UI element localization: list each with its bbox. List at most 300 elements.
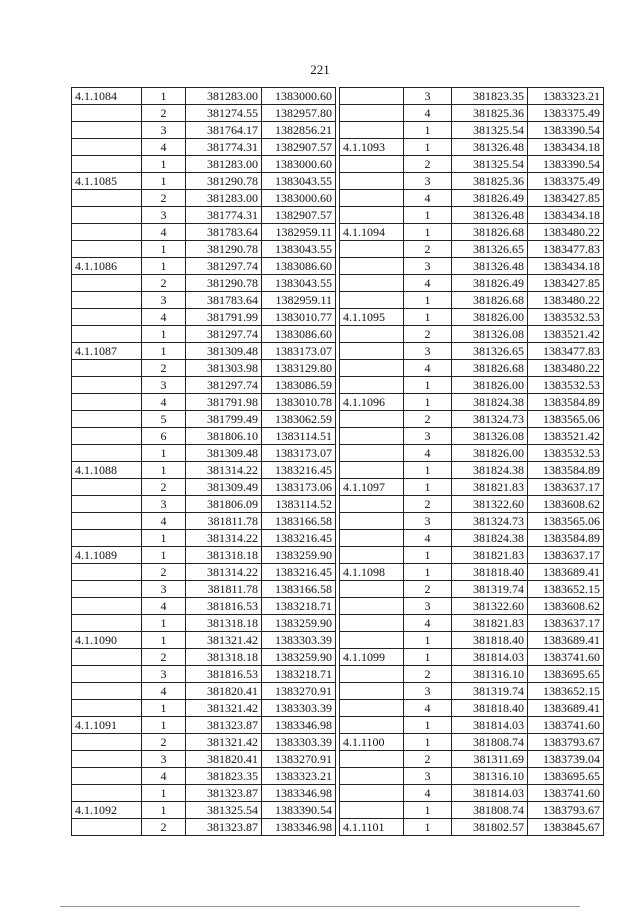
plot-id-cell [72, 156, 142, 173]
point-number-cell: 3 [404, 88, 452, 105]
table-row [72, 683, 336, 700]
y-coordinate-cell: 1383532.53 [528, 309, 604, 326]
x-coordinate-cell: 381783.64 [186, 224, 262, 241]
y-coordinate-cell: 1383043.55 [262, 275, 336, 292]
y-coordinate-cell: 1383259.90 [262, 649, 336, 666]
table-row [340, 632, 604, 649]
x-coordinate-cell: 381814.03 [452, 649, 528, 666]
plot-id-cell: 4.1.1094 [340, 224, 404, 241]
x-coordinate-cell: 381319.74 [452, 581, 528, 598]
table-row [340, 173, 604, 190]
x-coordinate-cell: 381826.49 [452, 190, 528, 207]
table-row [340, 377, 604, 394]
bottom-rule [60, 906, 580, 907]
point-number-cell: 1 [404, 547, 452, 564]
table-row [72, 547, 336, 564]
x-coordinate-cell: 381808.74 [452, 802, 528, 819]
y-coordinate-cell: 1383000.60 [262, 156, 336, 173]
x-coordinate-cell: 381326.08 [452, 428, 528, 445]
x-coordinate-cell: 381322.60 [452, 598, 528, 615]
plot-id-cell [72, 326, 142, 343]
table-row [340, 190, 604, 207]
table-row [340, 88, 604, 105]
plot-id-cell [72, 683, 142, 700]
x-coordinate-cell: 381826.68 [452, 292, 528, 309]
point-number-cell: 2 [404, 496, 452, 513]
table-row [72, 326, 336, 343]
x-coordinate-cell: 381290.78 [186, 173, 262, 190]
table-row [340, 683, 604, 700]
plot-id-cell: 4.1.1100 [340, 734, 404, 751]
y-coordinate-cell: 1383532.53 [528, 445, 604, 462]
table-row [340, 258, 604, 275]
table-row [340, 428, 604, 445]
y-coordinate-cell: 1382907.57 [262, 139, 336, 156]
x-coordinate-cell: 381326.65 [452, 343, 528, 360]
x-coordinate-cell: 381791.98 [186, 394, 262, 411]
y-coordinate-cell: 1383086.59 [262, 377, 336, 394]
plot-id-cell [340, 547, 404, 564]
y-coordinate-cell: 1382959.11 [262, 292, 336, 309]
plot-id-cell [72, 479, 142, 496]
y-coordinate-cell: 1383173.07 [262, 445, 336, 462]
plot-id-cell [340, 292, 404, 309]
x-coordinate-cell: 381314.22 [186, 530, 262, 547]
coordinates-table-left [71, 87, 336, 836]
y-coordinate-cell: 1383477.83 [528, 343, 604, 360]
point-number-cell: 2 [404, 411, 452, 428]
point-number-cell: 2 [404, 156, 452, 173]
plot-id-cell [72, 819, 142, 836]
y-coordinate-cell: 1383434.18 [528, 207, 604, 224]
y-coordinate-cell: 1383427.85 [528, 275, 604, 292]
table-row [340, 598, 604, 615]
y-coordinate-cell: 1383346.98 [262, 785, 336, 802]
point-number-cell: 1 [404, 207, 452, 224]
point-number-cell: 3 [404, 258, 452, 275]
y-coordinate-cell: 1383000.60 [262, 190, 336, 207]
y-coordinate-cell: 1383434.18 [528, 139, 604, 156]
x-coordinate-cell: 381824.38 [452, 462, 528, 479]
plot-id-cell [340, 717, 404, 734]
y-coordinate-cell: 1383000.60 [262, 88, 336, 105]
table-row [72, 700, 336, 717]
y-coordinate-cell: 1383637.17 [528, 479, 604, 496]
table-row [340, 122, 604, 139]
plot-id-cell [72, 394, 142, 411]
table-row [72, 309, 336, 326]
y-coordinate-cell: 1383303.39 [262, 632, 336, 649]
point-number-cell: 1 [404, 632, 452, 649]
table-row [72, 394, 336, 411]
x-coordinate-cell: 381820.41 [186, 751, 262, 768]
x-coordinate-cell: 381826.00 [452, 445, 528, 462]
point-number-cell: 1 [404, 309, 452, 326]
x-coordinate-cell: 381326.48 [452, 258, 528, 275]
y-coordinate-cell: 1383010.78 [262, 394, 336, 411]
x-coordinate-cell: 381290.78 [186, 241, 262, 258]
x-coordinate-cell: 381325.54 [186, 802, 262, 819]
table-row [340, 309, 604, 326]
y-coordinate-cell: 1383608.62 [528, 496, 604, 513]
x-coordinate-cell: 381826.68 [452, 360, 528, 377]
plot-id-cell [72, 275, 142, 292]
table-row [72, 156, 336, 173]
x-coordinate-cell: 381826.00 [452, 377, 528, 394]
y-coordinate-cell: 1383689.41 [528, 564, 604, 581]
table-row [72, 377, 336, 394]
table-row [340, 360, 604, 377]
y-coordinate-cell: 1383218.71 [262, 598, 336, 615]
x-coordinate-cell: 381764.17 [186, 122, 262, 139]
x-coordinate-cell: 381325.54 [452, 156, 528, 173]
plot-id-cell [340, 258, 404, 275]
y-coordinate-cell: 1383375.49 [528, 105, 604, 122]
plot-id-cell [340, 615, 404, 632]
table-row [72, 122, 336, 139]
plot-id-cell [340, 207, 404, 224]
x-coordinate-cell: 381303.98 [186, 360, 262, 377]
point-number-cell: 4 [404, 785, 452, 802]
x-coordinate-cell: 381826.00 [452, 309, 528, 326]
y-coordinate-cell: 1383216.45 [262, 564, 336, 581]
plot-id-cell [340, 190, 404, 207]
table-row [72, 241, 336, 258]
plot-id-cell [72, 292, 142, 309]
x-coordinate-cell: 381818.40 [452, 632, 528, 649]
plot-id-cell: 4.1.1092 [72, 802, 142, 819]
table-row [72, 173, 336, 190]
point-number-cell: 4 [404, 275, 452, 292]
x-coordinate-cell: 381826.68 [452, 224, 528, 241]
table-row [72, 190, 336, 207]
y-coordinate-cell: 1383114.52 [262, 496, 336, 513]
table-row [340, 768, 604, 785]
table-row [72, 139, 336, 156]
y-coordinate-cell: 1383086.60 [262, 258, 336, 275]
table-row [340, 411, 604, 428]
x-coordinate-cell: 381324.73 [452, 513, 528, 530]
x-coordinate-cell: 381802.57 [452, 819, 528, 836]
point-number-cell: 1 [142, 700, 186, 717]
y-coordinate-cell: 1383346.98 [262, 717, 336, 734]
y-coordinate-cell: 1383270.91 [262, 683, 336, 700]
plot-id-cell [340, 598, 404, 615]
table-row [340, 581, 604, 598]
point-number-cell: 4 [404, 445, 452, 462]
x-coordinate-cell: 381274.55 [186, 105, 262, 122]
point-number-cell: 3 [404, 768, 452, 785]
y-coordinate-cell: 1383323.21 [262, 768, 336, 785]
point-number-cell: 1 [404, 122, 452, 139]
table-row [340, 547, 604, 564]
x-coordinate-cell: 381297.74 [186, 377, 262, 394]
plot-id-cell [72, 360, 142, 377]
point-number-cell: 4 [142, 683, 186, 700]
plot-id-cell: 4.1.1086 [72, 258, 142, 275]
x-coordinate-cell: 381818.40 [452, 700, 528, 717]
point-number-cell: 2 [142, 105, 186, 122]
table-row [72, 411, 336, 428]
table-row [340, 479, 604, 496]
plot-id-cell [72, 768, 142, 785]
x-coordinate-cell: 381825.36 [452, 105, 528, 122]
x-coordinate-cell: 381774.31 [186, 207, 262, 224]
plot-id-cell [72, 564, 142, 581]
x-coordinate-cell: 381799.49 [186, 411, 262, 428]
point-number-cell: 3 [142, 666, 186, 683]
y-coordinate-cell: 1383173.07 [262, 343, 336, 360]
y-coordinate-cell: 1383741.60 [528, 649, 604, 666]
x-coordinate-cell: 381314.22 [186, 564, 262, 581]
point-number-cell: 4 [142, 513, 186, 530]
point-number-cell: 1 [142, 785, 186, 802]
point-number-cell: 2 [142, 649, 186, 666]
plot-id-cell [340, 632, 404, 649]
plot-id-cell [340, 785, 404, 802]
y-coordinate-cell: 1383303.39 [262, 734, 336, 751]
plot-id-cell [340, 360, 404, 377]
plot-id-cell [72, 598, 142, 615]
y-coordinate-cell: 1383608.62 [528, 598, 604, 615]
y-coordinate-cell: 1383375.49 [528, 173, 604, 190]
point-number-cell: 2 [142, 275, 186, 292]
plot-id-cell [340, 411, 404, 428]
x-coordinate-cell: 381816.53 [186, 598, 262, 615]
x-coordinate-cell: 381290.78 [186, 275, 262, 292]
point-number-cell: 1 [142, 615, 186, 632]
x-coordinate-cell: 381814.03 [452, 717, 528, 734]
table-row [340, 666, 604, 683]
plot-id-cell [340, 513, 404, 530]
coordinates-table-right [339, 87, 604, 836]
y-coordinate-cell: 1383480.22 [528, 360, 604, 377]
point-number-cell: 1 [142, 462, 186, 479]
point-number-cell: 2 [404, 326, 452, 343]
plot-id-cell [340, 530, 404, 547]
y-coordinate-cell: 1383270.91 [262, 751, 336, 768]
plot-id-cell [72, 513, 142, 530]
table-row [340, 564, 604, 581]
y-coordinate-cell: 1383584.89 [528, 462, 604, 479]
x-coordinate-cell: 381806.09 [186, 496, 262, 513]
point-number-cell: 4 [142, 224, 186, 241]
plot-id-cell [72, 615, 142, 632]
point-number-cell: 4 [404, 530, 452, 547]
point-number-cell: 4 [404, 615, 452, 632]
point-number-cell: 1 [404, 819, 452, 836]
point-number-cell: 2 [142, 360, 186, 377]
y-coordinate-cell: 1383259.90 [262, 547, 336, 564]
y-coordinate-cell: 1383390.54 [528, 122, 604, 139]
plot-id-cell [72, 377, 142, 394]
x-coordinate-cell: 381309.48 [186, 343, 262, 360]
table-row [72, 496, 336, 513]
table-row [72, 632, 336, 649]
point-number-cell: 1 [142, 530, 186, 547]
x-coordinate-cell: 381309.49 [186, 479, 262, 496]
x-coordinate-cell: 381818.40 [452, 564, 528, 581]
x-coordinate-cell: 381326.48 [452, 139, 528, 156]
plot-id-cell [340, 445, 404, 462]
point-number-cell: 2 [404, 581, 452, 598]
y-coordinate-cell: 1383637.17 [528, 547, 604, 564]
x-coordinate-cell: 381316.10 [452, 768, 528, 785]
plot-id-cell [72, 785, 142, 802]
plot-id-cell [340, 581, 404, 598]
y-coordinate-cell: 1383741.60 [528, 717, 604, 734]
plot-id-cell [72, 700, 142, 717]
plot-id-cell: 4.1.1101 [340, 819, 404, 836]
table-row [340, 275, 604, 292]
table-row [72, 666, 336, 683]
x-coordinate-cell: 381816.53 [186, 666, 262, 683]
y-coordinate-cell: 1383434.18 [528, 258, 604, 275]
x-coordinate-cell: 381324.73 [452, 411, 528, 428]
y-coordinate-cell: 1383173.06 [262, 479, 336, 496]
y-coordinate-cell: 1383216.45 [262, 462, 336, 479]
point-number-cell: 3 [142, 751, 186, 768]
table-row [340, 649, 604, 666]
point-number-cell: 2 [142, 190, 186, 207]
y-coordinate-cell: 1383689.41 [528, 700, 604, 717]
point-number-cell: 1 [142, 445, 186, 462]
table-row [340, 530, 604, 547]
table-row [72, 717, 336, 734]
y-coordinate-cell: 1383043.55 [262, 173, 336, 190]
plot-id-cell [72, 445, 142, 462]
plot-id-cell [340, 241, 404, 258]
y-coordinate-cell: 1383652.15 [528, 683, 604, 700]
point-number-cell: 3 [142, 377, 186, 394]
table-row [340, 105, 604, 122]
point-number-cell: 4 [404, 700, 452, 717]
x-coordinate-cell: 381311.69 [452, 751, 528, 768]
y-coordinate-cell: 1383390.54 [262, 802, 336, 819]
point-number-cell: 4 [142, 309, 186, 326]
plot-id-cell: 4.1.1093 [340, 139, 404, 156]
y-coordinate-cell: 1382957.80 [262, 105, 336, 122]
plot-id-cell [72, 649, 142, 666]
plot-id-cell [72, 530, 142, 547]
plot-id-cell [72, 309, 142, 326]
plot-id-cell [340, 173, 404, 190]
point-number-cell: 1 [404, 479, 452, 496]
point-number-cell: 4 [404, 105, 452, 122]
x-coordinate-cell: 381323.87 [186, 785, 262, 802]
plot-id-cell: 4.1.1097 [340, 479, 404, 496]
y-coordinate-cell: 1383689.41 [528, 632, 604, 649]
point-number-cell: 1 [142, 717, 186, 734]
x-coordinate-cell: 381821.83 [452, 547, 528, 564]
x-coordinate-cell: 381314.22 [186, 462, 262, 479]
table-row [340, 462, 604, 479]
table-row [72, 428, 336, 445]
plot-id-cell [340, 751, 404, 768]
x-coordinate-cell: 381297.74 [186, 258, 262, 275]
x-coordinate-cell: 381321.42 [186, 734, 262, 751]
table-row [72, 479, 336, 496]
table-row [72, 564, 336, 581]
plot-id-cell [72, 105, 142, 122]
plot-id-cell [340, 275, 404, 292]
y-coordinate-cell: 1383086.60 [262, 326, 336, 343]
x-coordinate-cell: 381821.83 [452, 479, 528, 496]
y-coordinate-cell: 1382907.57 [262, 207, 336, 224]
y-coordinate-cell: 1383695.65 [528, 666, 604, 683]
plot-id-cell: 4.1.1099 [340, 649, 404, 666]
table-row [72, 649, 336, 666]
plot-id-cell [72, 581, 142, 598]
plot-id-cell [340, 700, 404, 717]
table-row [340, 513, 604, 530]
point-number-cell: 1 [142, 802, 186, 819]
plot-id-cell [72, 190, 142, 207]
y-coordinate-cell: 1383695.65 [528, 768, 604, 785]
point-number-cell: 3 [142, 496, 186, 513]
x-coordinate-cell: 381319.74 [452, 683, 528, 700]
point-number-cell: 1 [142, 258, 186, 275]
y-coordinate-cell: 1383346.98 [262, 819, 336, 836]
plot-id-cell [72, 241, 142, 258]
point-number-cell: 4 [142, 768, 186, 785]
x-coordinate-cell: 381823.35 [186, 768, 262, 785]
x-coordinate-cell: 381814.03 [452, 785, 528, 802]
x-coordinate-cell: 381283.00 [186, 88, 262, 105]
point-number-cell: 1 [404, 224, 452, 241]
table-row [340, 615, 604, 632]
x-coordinate-cell: 381318.18 [186, 615, 262, 632]
table-row [340, 802, 604, 819]
x-coordinate-cell: 381824.38 [452, 394, 528, 411]
plot-id-cell [340, 666, 404, 683]
x-coordinate-cell: 381806.10 [186, 428, 262, 445]
plot-id-cell: 4.1.1088 [72, 462, 142, 479]
plot-id-cell: 4.1.1089 [72, 547, 142, 564]
point-number-cell: 2 [142, 564, 186, 581]
table-row [340, 207, 604, 224]
table-row [72, 343, 336, 360]
table-row [340, 751, 604, 768]
plot-id-cell [340, 122, 404, 139]
table-row [340, 700, 604, 717]
plot-id-cell: 4.1.1085 [72, 173, 142, 190]
x-coordinate-cell: 381321.42 [186, 632, 262, 649]
table-row [72, 105, 336, 122]
plot-id-cell [72, 428, 142, 445]
table-row [72, 275, 336, 292]
x-coordinate-cell: 381325.54 [452, 122, 528, 139]
point-number-cell: 2 [404, 751, 452, 768]
point-number-cell: 1 [404, 717, 452, 734]
x-coordinate-cell: 381820.41 [186, 683, 262, 700]
point-number-cell: 3 [404, 598, 452, 615]
point-number-cell: 1 [142, 173, 186, 190]
table-row [72, 615, 336, 632]
plot-id-cell [72, 122, 142, 139]
table-row [340, 717, 604, 734]
y-coordinate-cell: 1383584.89 [528, 394, 604, 411]
point-number-cell: 3 [404, 513, 452, 530]
x-coordinate-cell: 381783.64 [186, 292, 262, 309]
y-coordinate-cell: 1383739.04 [528, 751, 604, 768]
plot-id-cell: 4.1.1098 [340, 564, 404, 581]
table-row [72, 445, 336, 462]
point-number-cell: 1 [404, 139, 452, 156]
y-coordinate-cell: 1383216.45 [262, 530, 336, 547]
y-coordinate-cell: 1383532.53 [528, 377, 604, 394]
plot-id-cell: 4.1.1096 [340, 394, 404, 411]
